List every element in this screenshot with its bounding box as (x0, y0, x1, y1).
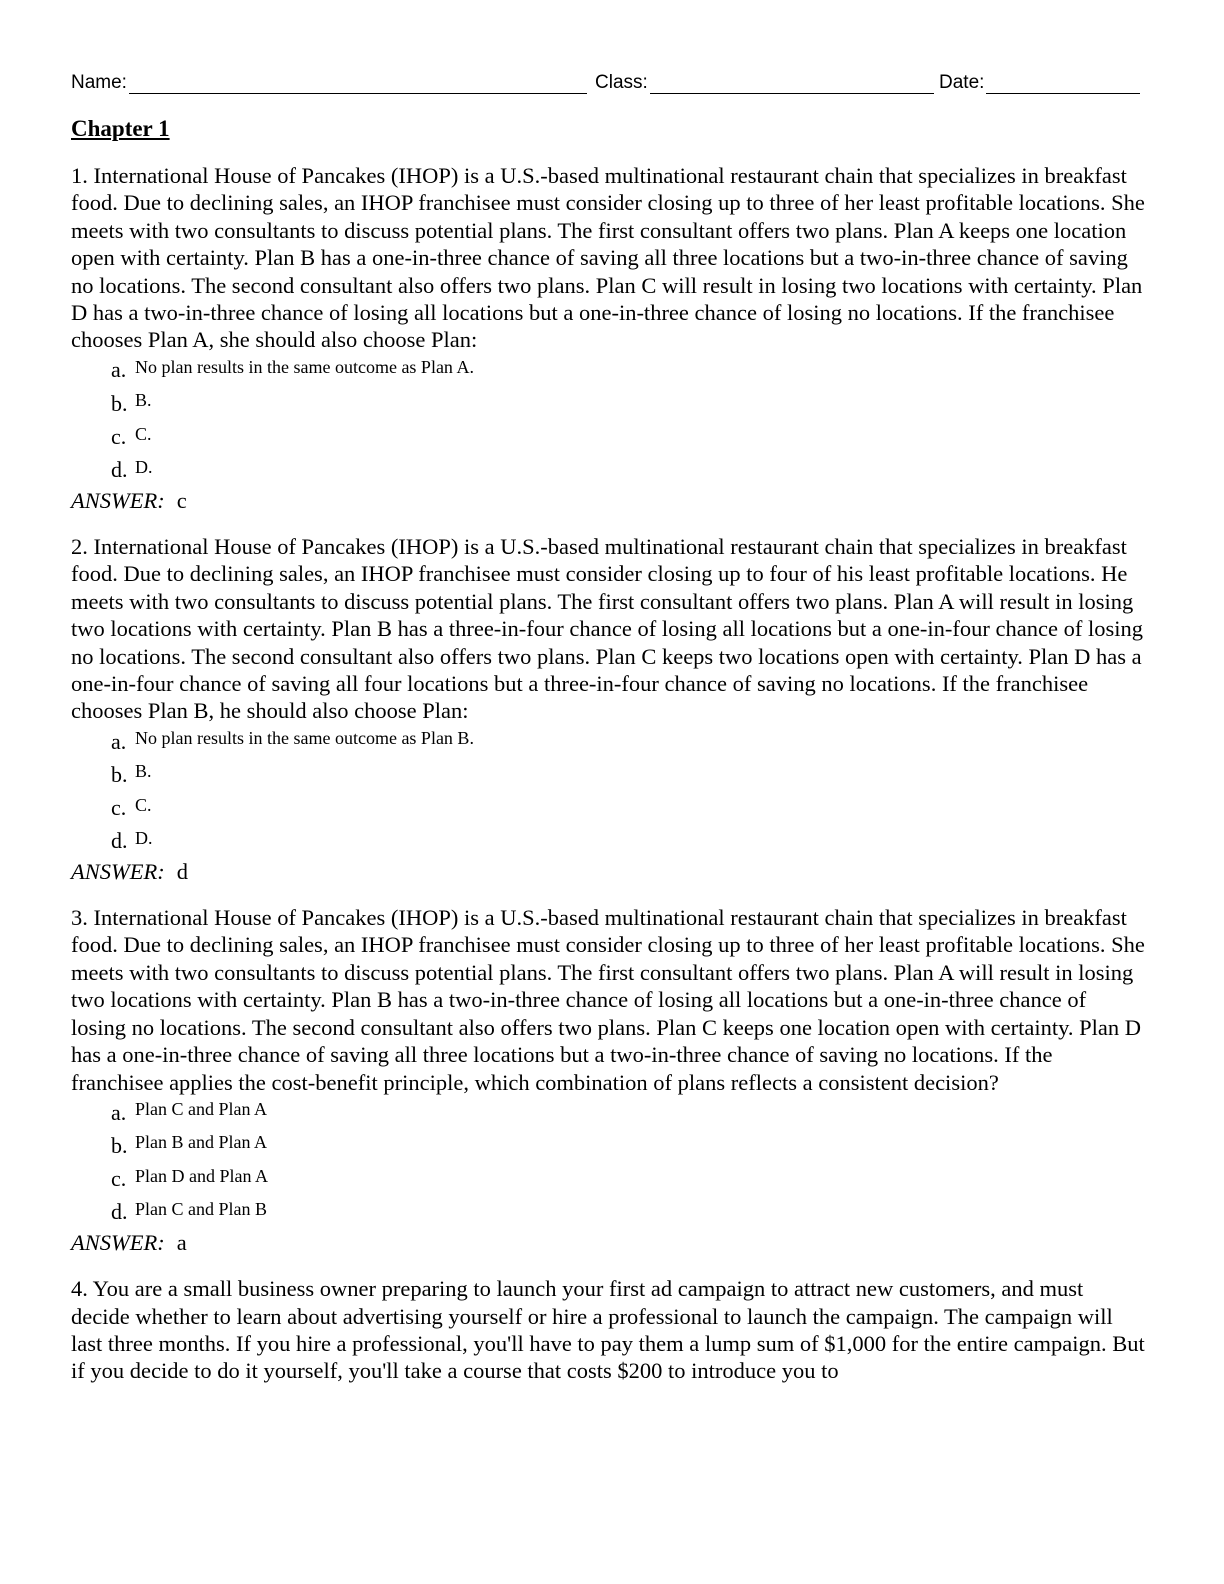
question-text: 2. International House of Pancakes (IHOP) is a U.S.-based multinational restaurant chain that specializes in breakfast food. Due to declining sales, an IHOP franchisee must consider closing up to four of his least profitable locations. He meets with two consultants to discuss potential plans. The first consultant offers two plans. Plan A will result in losing two locations with certainty. Plan B has a three-in-four chance of losing all locations but a one-in-four chance of losing no locations. The second consultant also offers two plans. Plan C keeps two locations open with certainty. Plan D has a one-in-four chance of saving all four locations but a three-in-four chance of saving no locations. If the franchisee chooses Plan B, he should also choose Plan: (71, 534, 1143, 724)
answer-value: c (176, 488, 187, 514)
question-text: 1. International House of Pancakes (IHOP) is a U.S.-based multinational restaurant chain that specializes in breakfast food. Due to declining sales, an IHOP franchisee must consider closing up to three of her least profitable locations. She meets with two consultants to discuss potential plans. The first consultant offers two plans. Plan A keeps one location open with certainty. Plan B has a one-in-three chance of saving all three locations but a two-in-three chance of saving no locations. The second consultant also offers two plans. Plan C will result in losing two locations with certainty. Plan D has a two-in-three chance of losing all locations but a one-in-three chance of losing no locations. If the franchisee chooses Plan A, she should also choose Plan: (71, 163, 1145, 353)
choice-text: B. (135, 390, 152, 411)
answer-line (71, 487, 1146, 515)
choice-b (111, 758, 1146, 791)
choice-text: C. (135, 423, 152, 444)
choice-letter: d. (111, 1199, 128, 1225)
choice-letter: d. (111, 828, 128, 854)
choice-b (111, 387, 1146, 420)
answer-label: ANSWER: (71, 1230, 165, 1256)
choice-text: No plan results in the same outcome as Plan A. (135, 356, 474, 377)
choice-b (111, 1129, 1146, 1162)
choice-letter: a. (111, 1099, 127, 1125)
choice-d (111, 825, 1146, 858)
choice-a (111, 354, 1146, 387)
answer-line (71, 1229, 1146, 1257)
choice-letter: a. (111, 357, 127, 383)
question-3 (71, 904, 1146, 1257)
class-blank-line[interactable] (650, 73, 934, 94)
choice-list (71, 725, 1146, 858)
choice-list (71, 1096, 1146, 1229)
answer-label: ANSWER: (71, 488, 165, 514)
answer-value: a (176, 1230, 187, 1256)
question-1 (71, 162, 1146, 515)
answer-value: d (176, 859, 188, 885)
name-field[interactable] (71, 72, 587, 94)
date-label: Date: (939, 72, 985, 93)
class-field[interactable] (595, 72, 934, 94)
question-2 (71, 533, 1146, 886)
date-blank-line[interactable] (986, 73, 1140, 94)
choice-text: D. (135, 456, 153, 477)
choice-text: Plan D and Plan A (135, 1165, 268, 1186)
choice-letter: b. (111, 1132, 128, 1158)
answer-label: ANSWER: (71, 859, 165, 885)
name-blank-line[interactable] (129, 73, 587, 94)
question-text: 3. International House of Pancakes (IHOP) is a U.S.-based multinational restaurant chain that specializes in breakfast food. Due to declining sales, an IHOP franchisee must consider closing up to three of her least profitable locations. She meets with two consultants to discuss potential plans. The first consultant offers two plans. Plan A will result in losing two locations with certainty. Plan B has a two-in-three chance of losing all locations but a one-in-three chance of losing no locations. The second consultant also offers two plans. Plan C keeps one location open with certainty. Plan D has a one-in-three chance of saving all three locations but a two-in-three chance of saving no locations. If the franchisee applies the cost-benefit principle, which combination of plans reflects a consistent decision? (71, 905, 1145, 1095)
choice-text: C. (135, 794, 152, 815)
choice-text: Plan C and Plan A (135, 1099, 268, 1120)
choice-text: D. (135, 827, 153, 848)
class-label: Class: (595, 72, 648, 93)
date-field[interactable] (939, 72, 1140, 94)
question-text: 4. You are a small business owner preparing to launch your first ad campaign to attract new customers, and must decide whether to learn about advertising yourself or hire a professional to launch the campaign. The campaign will last three months. If you hire a professional, you'll have to pay them a lump sum of $1,000 for the entire campaign. But if you decide to do it yourself, you'll take a course that costs $200 to introduce you to (71, 1276, 1145, 1384)
choice-letter: b. (111, 390, 128, 416)
choice-c (111, 791, 1146, 824)
choice-text: Plan C and Plan B (135, 1198, 268, 1219)
worksheet-content (71, 114, 1146, 1385)
choice-text: No plan results in the same outcome as Plan B. (135, 728, 474, 749)
student-info-header (71, 72, 1141, 98)
choice-c (111, 420, 1146, 453)
answer-line (71, 858, 1146, 886)
name-label: Name: (71, 72, 127, 93)
choice-a (111, 1096, 1146, 1129)
choice-letter: c. (111, 795, 127, 821)
choice-text: B. (135, 761, 152, 782)
choice-letter: c. (111, 1166, 127, 1192)
choice-c (111, 1163, 1146, 1196)
choice-letter: b. (111, 761, 128, 787)
choice-list (71, 354, 1146, 487)
chapter-title: Chapter 1 (71, 116, 170, 141)
choice-text: Plan B and Plan A (135, 1132, 268, 1153)
choice-a (111, 725, 1146, 758)
choice-d (111, 1196, 1146, 1229)
choice-letter: d. (111, 457, 128, 483)
choice-letter: a. (111, 728, 127, 754)
choice-d (111, 454, 1146, 487)
question-4 (71, 1275, 1146, 1385)
choice-letter: c. (111, 424, 127, 450)
